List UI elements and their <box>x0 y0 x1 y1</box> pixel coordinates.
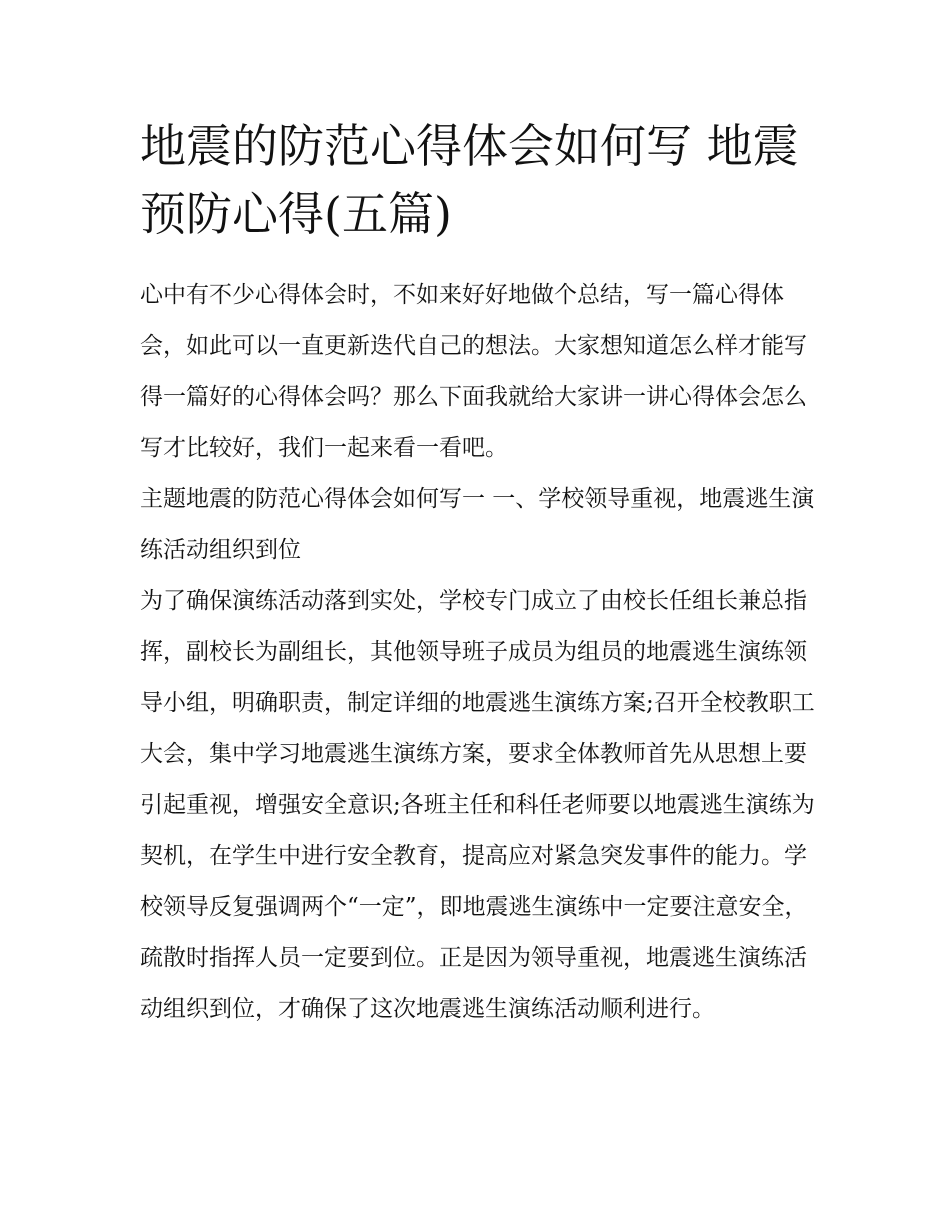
document-title: 地震的防范心得体会如何写 地震预防心得(五篇) <box>140 119 799 241</box>
intro-paragraph: 心中有不少心得体会时，不如来好好地做个总结，写一篇心得体会，如此可以一直更新迭代自己的想法。大家想知道怎么样才能写得一篇好的心得体会吗？那么下面我就给大家讲一讲心得体会怎么写才比较好，我们一起来看一看吧。 <box>140 282 807 461</box>
document-body <box>140 112 815 1035</box>
section-heading: 主题地震的防范心得体会如何写一 一、学校领导重视，地震逃生演练活动组织到位 <box>140 486 815 563</box>
body-paragraph: 为了确保演练活动落到实处，学校专门成立了由校长任组长兼总指挥，副校长为副组长，其他领导班子成员为组员的地震逃生演练领导小组，明确职责，制定详细的地震逃生演练方案;召开全校教职工大会，集中学习地震逃生演练方案，要求全体教师首先从思想上要引起重视，增强安全意识;各班主任和科任老师要以地震逃生演练为契机，在学生中进行安全教育，提高应对紧急突发事件的能力。学校领导反复强调两个“一定”，即地震逃生演练中一定要注意安全，疏散时指挥人员一定要到位。正是因为领导重视，地震逃生演练活动组织到位，才确保了这次地震逃生演练活动顺利进行。 <box>140 588 815 1022</box>
